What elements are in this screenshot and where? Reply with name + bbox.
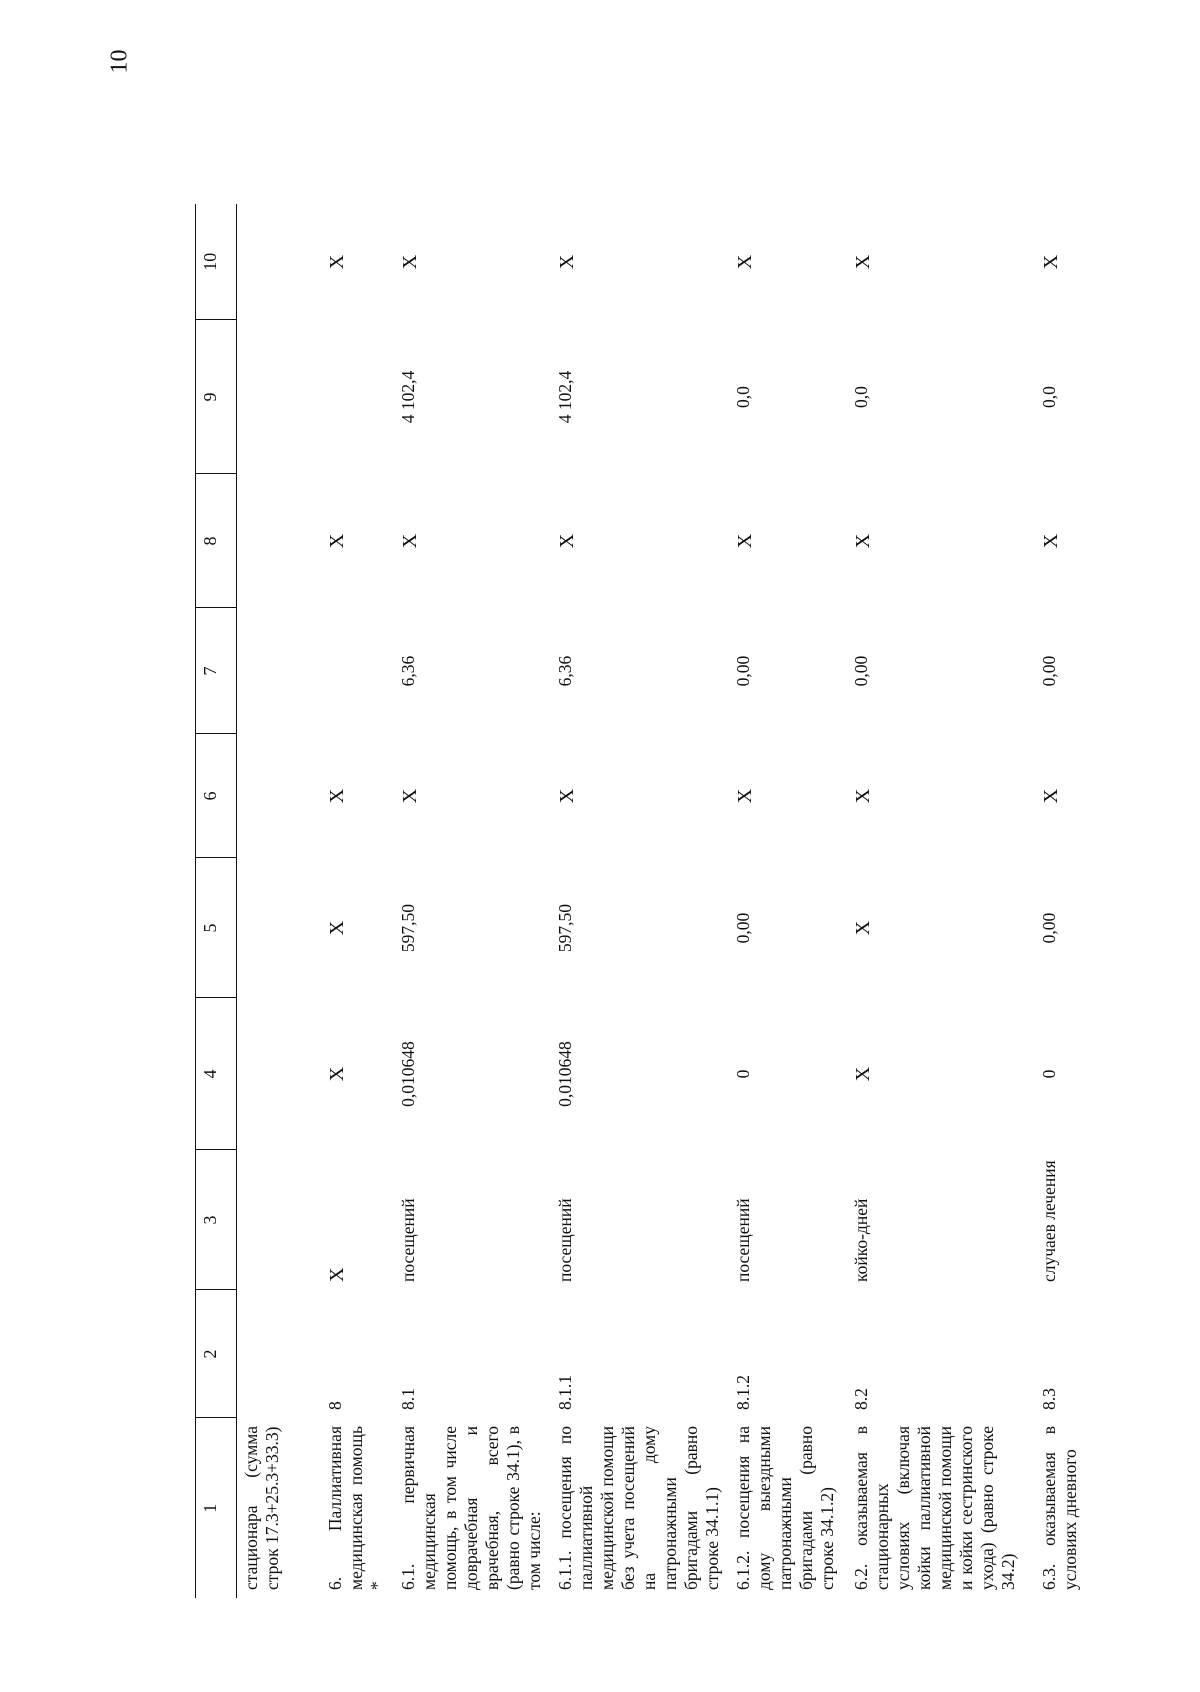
unit-cell: койко-дней bbox=[851, 1198, 871, 1282]
cost-cell: 597,50 bbox=[398, 903, 418, 953]
col8-cell: X bbox=[734, 533, 756, 549]
page-number: 10 bbox=[106, 49, 133, 74]
col-header-4: 4 bbox=[196, 998, 237, 1150]
row-code: 8 bbox=[325, 1401, 345, 1410]
cost-cell bbox=[237, 858, 322, 998]
col10-cell: X bbox=[556, 254, 578, 270]
col9-cell: 0,0 bbox=[733, 386, 753, 408]
col-header-5: 5 bbox=[196, 858, 237, 998]
col9-cell: 0,0 bbox=[1039, 386, 1059, 408]
unit-cell bbox=[237, 1150, 322, 1290]
row-label: 6.3. оказываемая в условиях дневного bbox=[1039, 1426, 1080, 1590]
unit-cell: посещений bbox=[733, 1198, 753, 1282]
col8-cell: X bbox=[1040, 533, 1062, 549]
volume-cell: X bbox=[326, 1066, 348, 1082]
column-number-header bbox=[196, 204, 237, 1598]
cost-cell: 0,00 bbox=[733, 912, 753, 944]
volume-cell bbox=[237, 998, 322, 1150]
col10-cell: X bbox=[852, 254, 874, 270]
row-code bbox=[237, 1290, 322, 1418]
col-header-2: 2 bbox=[196, 1290, 237, 1418]
cost-cell: 597,50 bbox=[555, 903, 575, 953]
row-code: 8.1.1 bbox=[555, 1375, 575, 1410]
volume-cell: 0 bbox=[733, 1069, 753, 1079]
volume-cell: 0,010648 bbox=[555, 1041, 575, 1107]
row-label: 6.1.2. посещения на дому выездными патронажными бригадами (равно строке 34.1.2) bbox=[733, 1426, 837, 1590]
table-row bbox=[237, 204, 322, 1598]
col8-cell: X bbox=[556, 533, 578, 549]
row-label: 6.1.1. посещения по паллиативной медицинской помощи без учета посещений на дому патронажными бригадами (равно строке 34.1.1) bbox=[555, 1426, 722, 1590]
col7-cell: 0,00 bbox=[1039, 655, 1059, 687]
col10-cell: X bbox=[1040, 254, 1062, 270]
table-row bbox=[847, 204, 1035, 1598]
col6-cell: X bbox=[734, 788, 756, 804]
col9-cell: 4 102,4 bbox=[398, 370, 418, 424]
row-label: 6. Паллиативная медицинская помощь * bbox=[325, 1426, 387, 1590]
table-row bbox=[551, 204, 729, 1598]
col-header-10: 10 bbox=[196, 204, 237, 320]
col-header-3: 3 bbox=[196, 1150, 237, 1290]
row-code: 8.2 bbox=[851, 1388, 871, 1410]
cost-cell: 0,00 bbox=[1039, 912, 1059, 944]
table-row bbox=[394, 204, 551, 1598]
col10-cell bbox=[237, 204, 322, 320]
col8-cell bbox=[237, 474, 322, 608]
col8-cell: X bbox=[399, 533, 421, 549]
col6-cell: X bbox=[1040, 788, 1062, 804]
col8-cell: X bbox=[852, 533, 874, 549]
cost-cell: X bbox=[326, 920, 348, 936]
col10-cell: X bbox=[734, 254, 756, 270]
cost-cell: X bbox=[852, 920, 874, 936]
row-label: стационара (сумма строк 17.3+25.3+33.3) bbox=[241, 1426, 282, 1590]
unit-cell: X bbox=[326, 1267, 348, 1282]
col-header-6: 6 bbox=[196, 734, 237, 858]
col6-cell: X bbox=[556, 788, 578, 804]
col7-cell: 6,36 bbox=[398, 655, 418, 687]
col-header-8: 8 bbox=[196, 474, 237, 608]
col7-cell bbox=[237, 608, 322, 734]
rotated-table-container bbox=[195, 204, 1121, 1598]
col9-cell bbox=[321, 320, 394, 474]
row-code: 8.1.2 bbox=[733, 1375, 753, 1410]
row-label: 6.2. оказываемая в стационарных условиях (включая койки паллиативной медицинской помощи и койки сестринского ухода) (равно строке 34.2) bbox=[851, 1426, 1018, 1590]
col6-cell: X bbox=[399, 788, 421, 804]
table-row bbox=[729, 204, 847, 1598]
indicators-table bbox=[195, 204, 1105, 1598]
unit-cell: посещений bbox=[398, 1198, 418, 1282]
row-code: 8.3 bbox=[1039, 1388, 1059, 1410]
col10-cell: X bbox=[326, 254, 348, 270]
col8-cell: X bbox=[326, 533, 348, 549]
row-code: 8.1 bbox=[398, 1388, 418, 1410]
table-row bbox=[1035, 204, 1105, 1598]
row-label: 6.1. первичная медицинская помощь, в том числе доврачебная и врачебная, всего (равно строке 34.1), в том числе: bbox=[398, 1426, 544, 1590]
col6-cell: X bbox=[852, 788, 874, 804]
col-header-7: 7 bbox=[196, 608, 237, 734]
unit-cell: посещений bbox=[555, 1198, 575, 1282]
unit-cell: случаев лечения bbox=[1039, 1160, 1059, 1282]
col7-cell bbox=[321, 608, 394, 734]
col7-cell: 0,00 bbox=[851, 655, 871, 687]
col9-cell: 0,0 bbox=[851, 386, 871, 408]
col-header-9: 9 bbox=[196, 320, 237, 474]
col9-cell bbox=[237, 320, 322, 474]
table-row bbox=[321, 204, 394, 1598]
volume-cell: X bbox=[852, 1066, 874, 1082]
col-header-1: 1 bbox=[196, 1418, 237, 1598]
col7-cell: 6,36 bbox=[555, 655, 575, 687]
volume-cell: 0 bbox=[1039, 1069, 1059, 1079]
col9-cell: 4 102,4 bbox=[555, 370, 575, 424]
col10-cell: X bbox=[399, 254, 421, 270]
col6-cell: X bbox=[326, 788, 348, 804]
col7-cell: 0,00 bbox=[733, 655, 753, 687]
col6-cell bbox=[237, 734, 322, 858]
volume-cell: 0,010648 bbox=[398, 1041, 418, 1107]
